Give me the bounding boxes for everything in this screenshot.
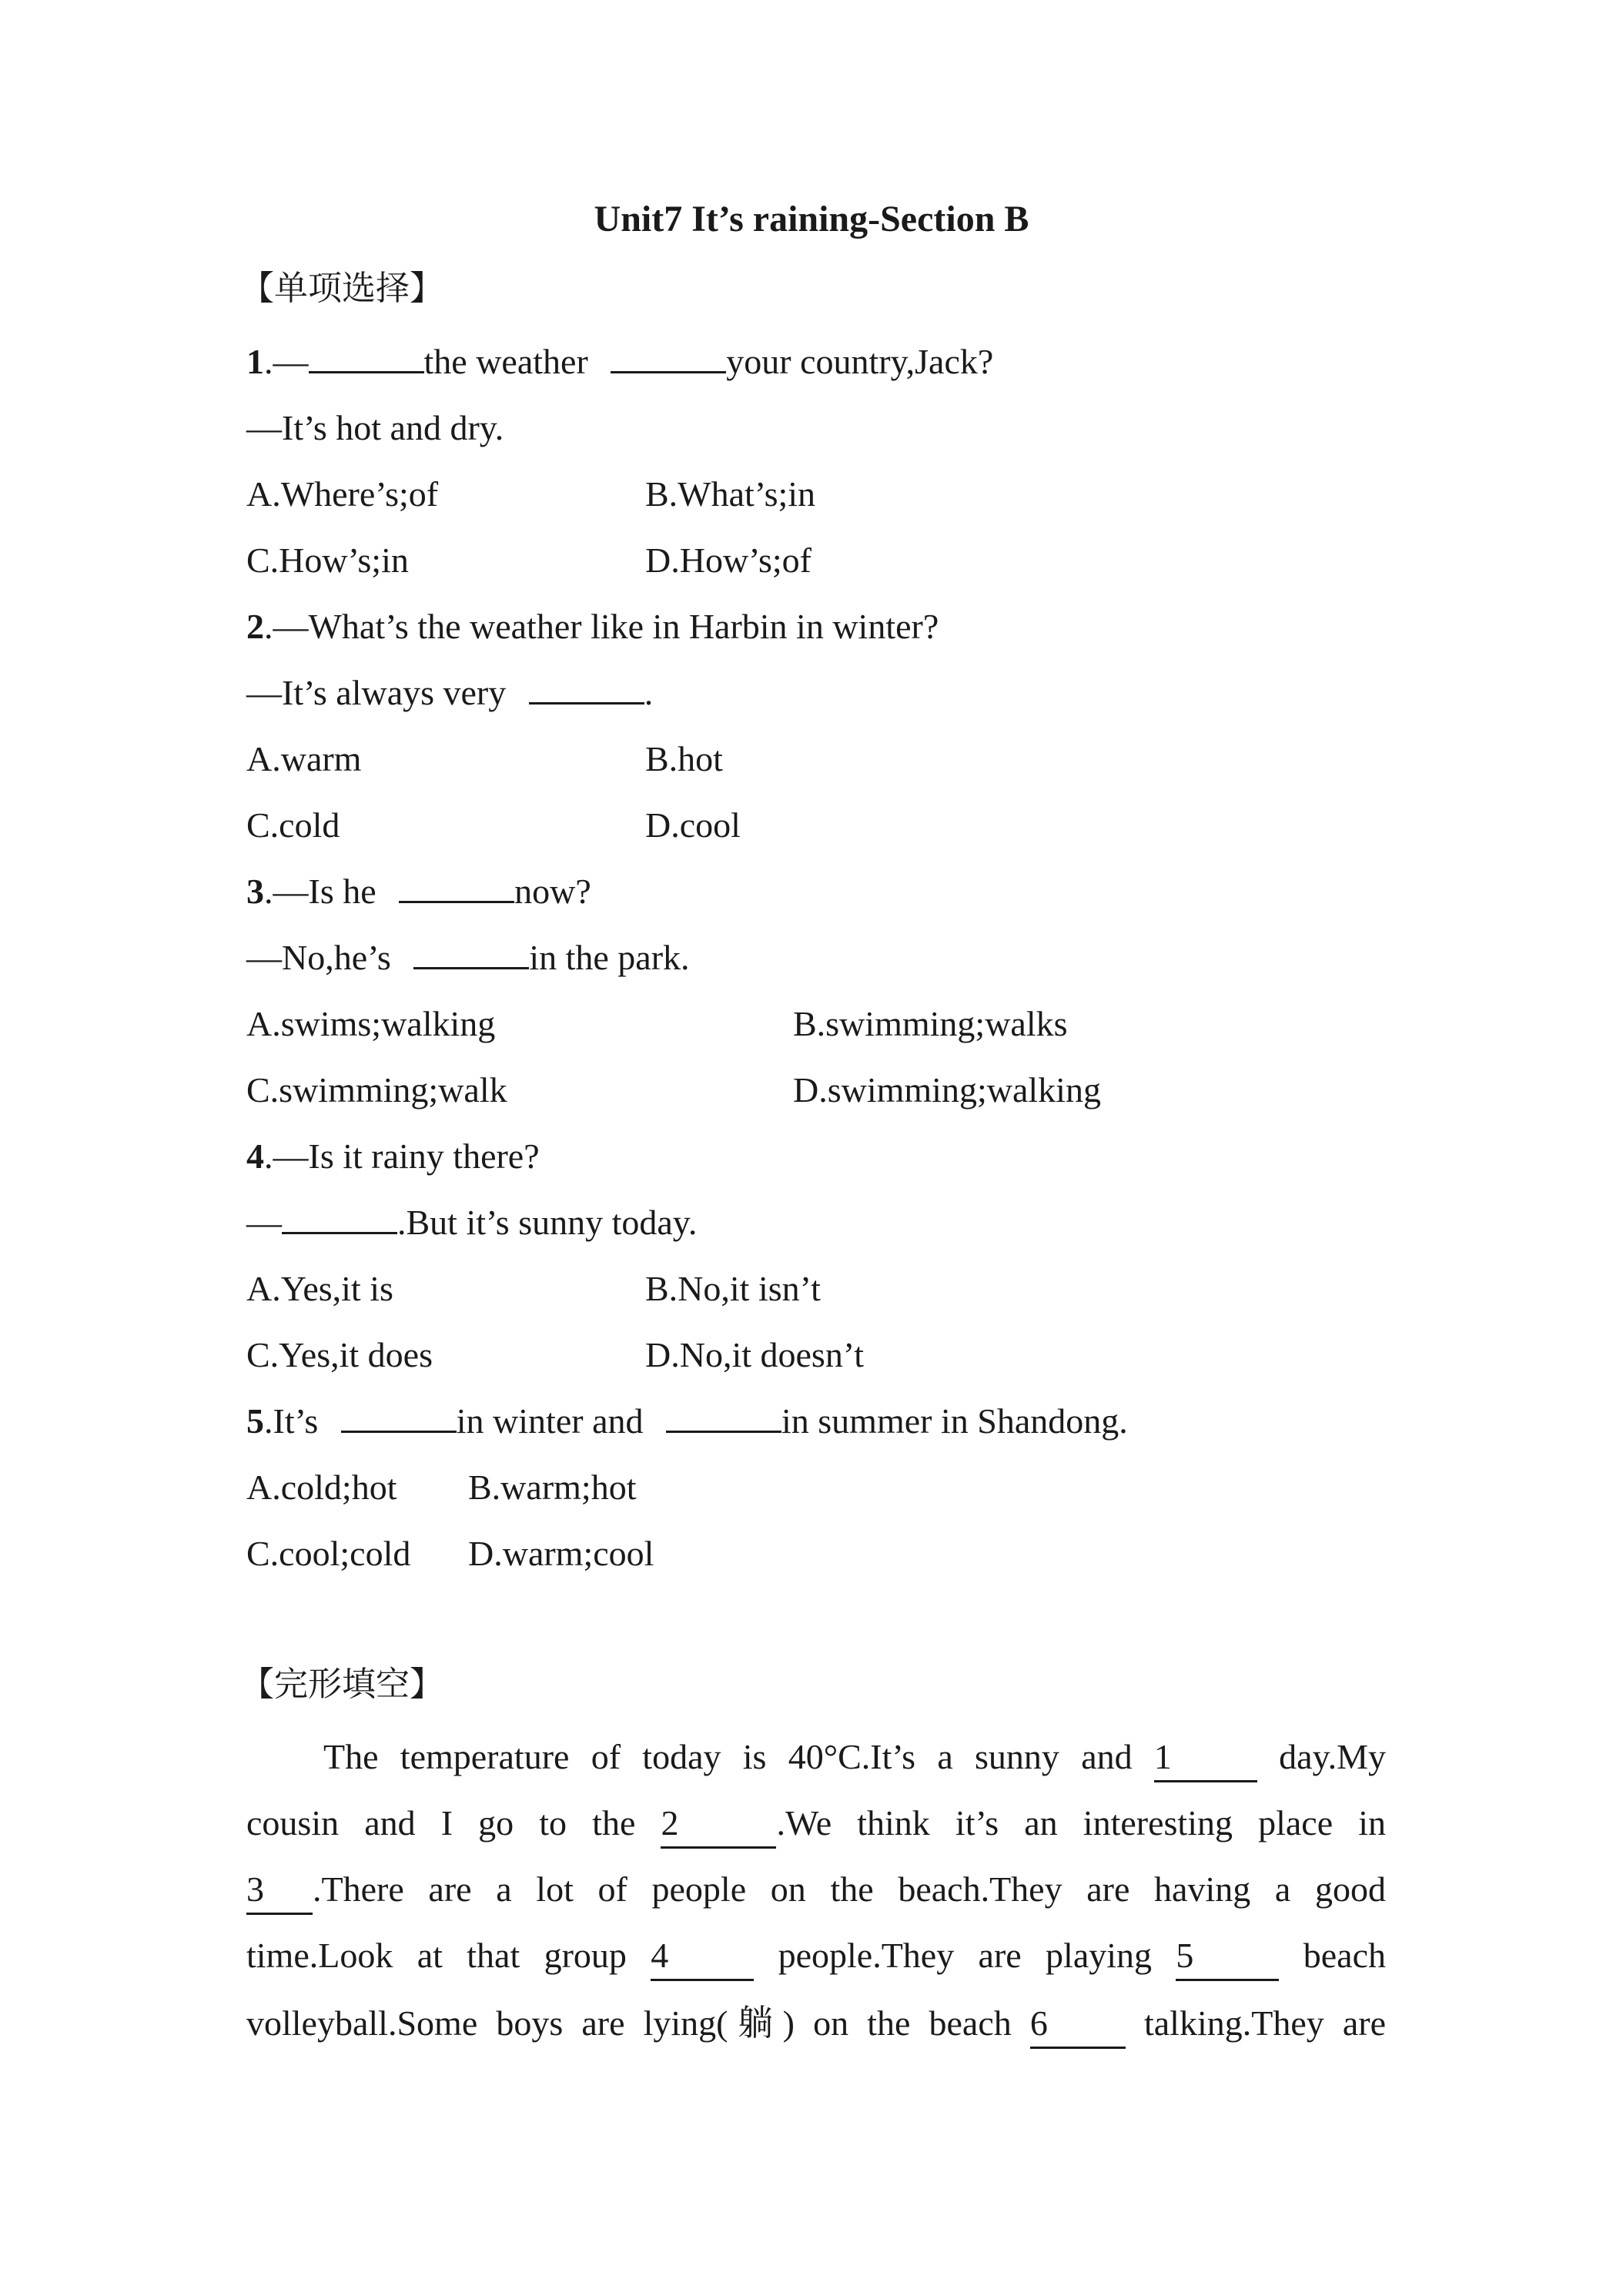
answer-blank [413,936,529,969]
reply-text: in the park. [529,938,690,977]
answer-blank [309,340,424,373]
cloze-blank-3: 3 [246,1866,313,1915]
cloze-blank-5: 5 [1176,1933,1279,1981]
question-number: 1 [246,342,264,381]
cloze-text: day.My [1257,1737,1386,1776]
question-3-reply [246,935,690,981]
question-2-option-c: C.cold [246,805,340,845]
cloze-text: beach [1279,1936,1386,1975]
page-title: Unit7 It’s raining-Section B [594,199,1029,239]
answer-blank [666,1400,781,1433]
cloze-text: time.Look at that group [246,1936,651,1975]
question-text: .—Is it rainy there? [264,1136,540,1176]
question-4-option-d: D.No,it doesn’t [645,1335,865,1374]
cloze-line-5 [246,2000,1386,2049]
question-text: in summer in Shandong. [781,1401,1128,1441]
question-text: in winter and [456,1401,652,1441]
question-4-reply [246,1200,697,1246]
question-1-reply: —It’s hot and dry. [246,408,504,447]
question-5-stem [246,1398,1128,1444]
question-text: .— [264,342,309,381]
cloze-line-4 [246,1933,1386,1981]
answer-blank [341,1400,457,1433]
cloze-line-3 [246,1866,1386,1915]
cloze-text: cousin and I go to the [246,1803,661,1842]
answer-blank [399,870,514,903]
answer-blank [611,340,726,373]
question-4-option-a: A.Yes,it is [246,1269,393,1308]
answer-blank [282,1201,397,1234]
cloze-blank-6: 6 [1030,2000,1126,2049]
question-1-option-c: C.How’s;in [246,541,409,580]
answer-blank [529,671,644,705]
reply-text: . [644,673,654,712]
question-5-option-a: A.cold;hot [246,1468,397,1507]
cloze-line-1 [246,1734,1386,1782]
question-1-option-d: D.How’s;of [645,541,812,580]
question-text: .It’s [264,1401,327,1441]
reply-text: .But it’s sunny today. [397,1203,698,1242]
question-number: 4 [246,1136,264,1176]
cloze-text: talking.They are [1125,2003,1386,2043]
question-2-reply [246,670,653,716]
question-text: .—Is he [264,872,386,911]
question-number: 3 [246,872,264,911]
question-3-option-a: A.swims;walking [246,1004,496,1043]
question-text: .—What’s the weather like in Harbin in winter? [264,607,939,646]
question-2-option-d: D.cool [645,805,741,845]
question-text: the weather [423,342,597,381]
cloze-text: The temperature of today is 40°C.It’s a sunny and [323,1737,1154,1776]
question-number: 2 [246,607,264,646]
question-5-option-c: C.cool;cold [246,1534,411,1573]
question-4-option-b: B.No,it isn’t [645,1269,821,1308]
question-text: your country,Jack? [726,342,994,381]
question-5-option-d: D.warm;cool [468,1534,654,1573]
question-2-stem [246,604,939,650]
section-heading-cloze: 【完形填空】 [240,1665,443,1704]
cloze-blank-4: 4 [651,1933,754,1981]
cloze-text: volleyball.Some boys are lying(躺) on the beach [246,2003,1030,2043]
cloze-line-2 [246,1800,1386,1849]
cloze-text: people.They are playing [754,1936,1176,1975]
section-heading-multiple-choice: 【单项选择】 [240,269,443,308]
question-2-option-a: A.warm [246,739,362,778]
question-text: now? [514,872,591,911]
question-5-option-b: B.warm;hot [468,1468,637,1507]
question-3-option-b: B.swimming;walks [793,1004,1068,1043]
question-4-option-c: C.Yes,it does [246,1335,433,1374]
cloze-blank-2: 2 [661,1800,776,1849]
question-3-stem [246,869,591,915]
question-2-option-b: B.hot [645,739,723,778]
cloze-text: .We think it’s an interesting place in [776,1803,1387,1842]
question-3-option-d: D.swimming;walking [793,1070,1101,1110]
question-1-option-b: B.What’s;in [645,474,816,514]
question-4-stem [246,1133,540,1180]
reply-text: —No,he’s [246,938,400,977]
question-1-stem [246,339,993,385]
cloze-blank-1: 1 [1154,1734,1257,1782]
question-1-option-a: A.Where’s;of [246,474,439,514]
cloze-text: .There are a lot of people on the beach.They are having a good [313,1869,1386,1909]
reply-text: — [246,1203,282,1242]
reply-text: —It’s always very [246,673,515,712]
question-3-option-c: C.swimming;walk [246,1070,507,1110]
question-number: 5 [246,1401,264,1441]
